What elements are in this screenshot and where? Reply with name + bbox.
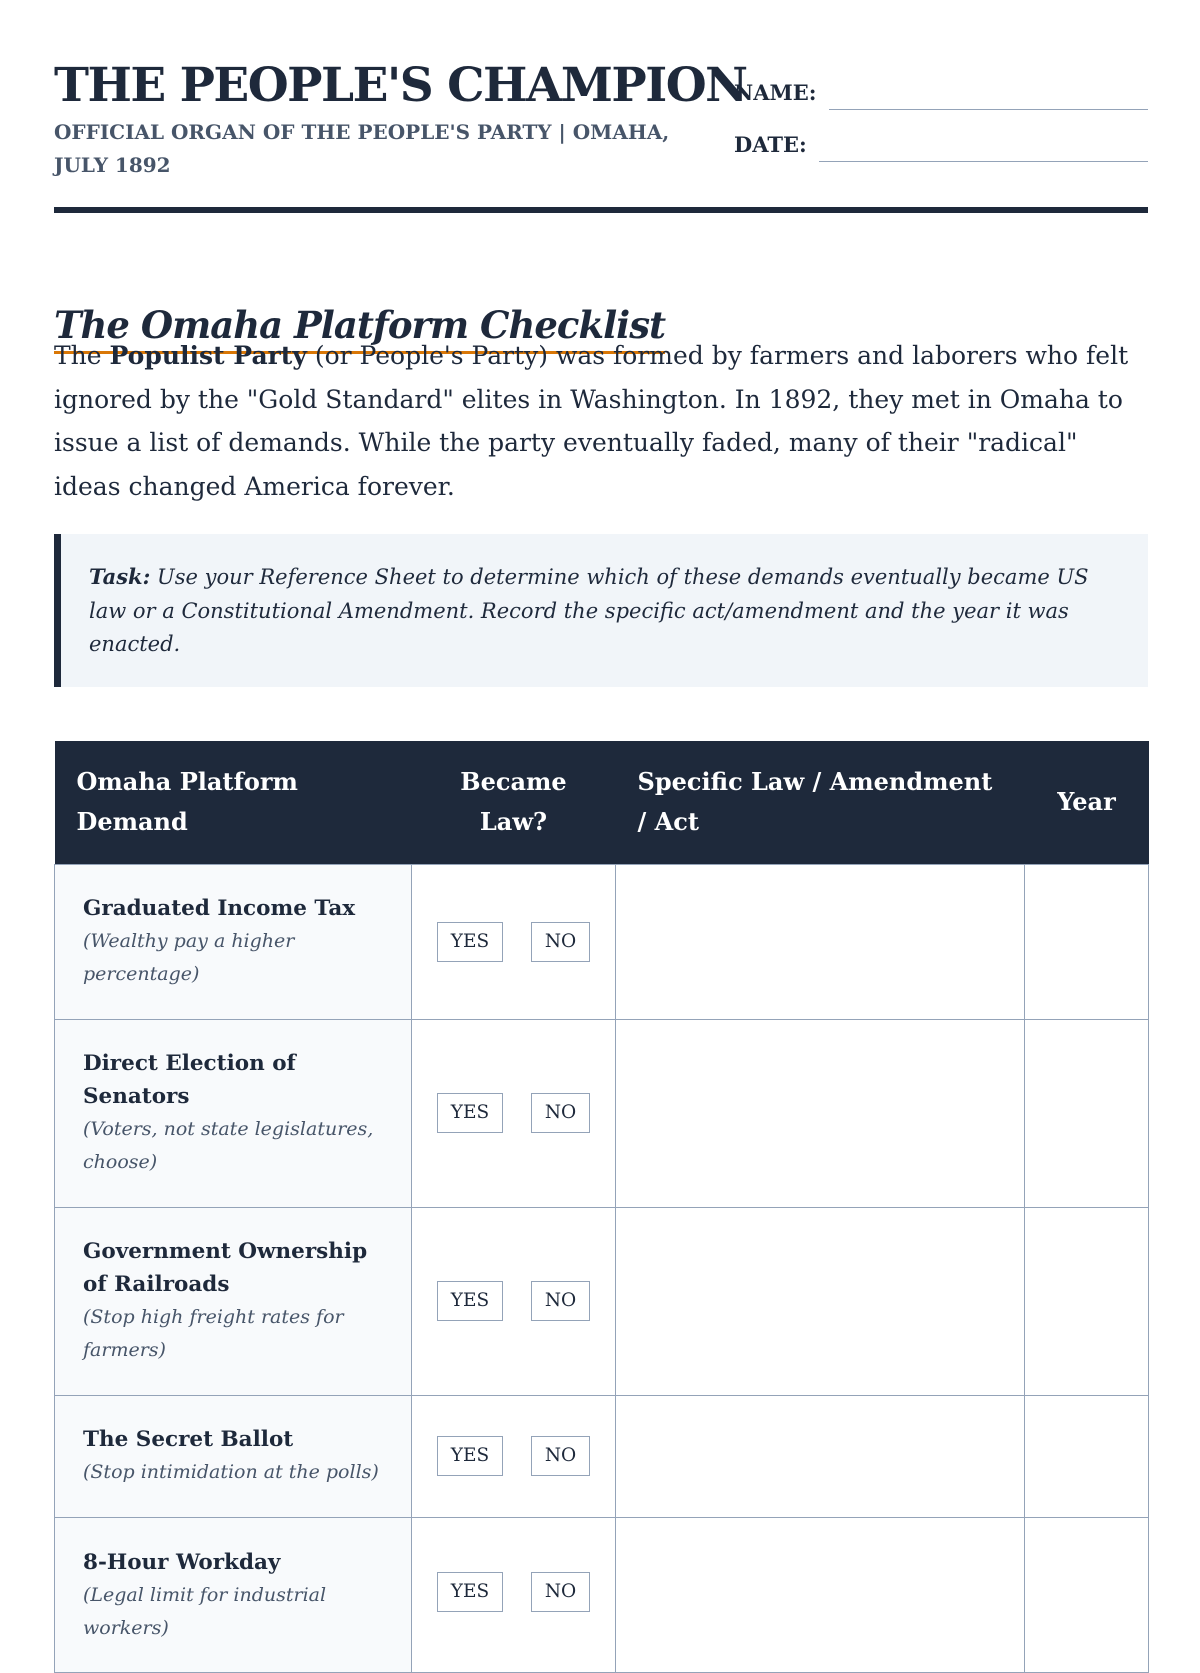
became-law-cell bbox=[412, 1019, 616, 1207]
demand-cell bbox=[55, 1517, 412, 1672]
yes-option[interactable]: YES bbox=[437, 922, 503, 962]
intro-paragraph bbox=[54, 334, 1148, 508]
date-label: DATE: bbox=[734, 132, 807, 157]
demand-note: (Legal limit for industrial workers) bbox=[83, 1583, 327, 1639]
table-row bbox=[55, 864, 1149, 1019]
name-row bbox=[734, 58, 1148, 110]
specific-law-field[interactable] bbox=[616, 1019, 1025, 1207]
table-row bbox=[55, 1395, 1149, 1517]
year-field[interactable] bbox=[1025, 1517, 1149, 1672]
yes-no-choice bbox=[413, 1572, 614, 1612]
no-option[interactable]: NO bbox=[531, 1281, 590, 1321]
specific-law-field[interactable] bbox=[616, 864, 1025, 1019]
demand-cell bbox=[55, 1019, 412, 1207]
specific-law-field[interactable] bbox=[616, 1517, 1025, 1672]
name-field[interactable] bbox=[829, 75, 1149, 110]
task-box bbox=[54, 534, 1148, 687]
demand-cell bbox=[55, 1207, 412, 1395]
header-became-law: Became Law? bbox=[412, 741, 616, 864]
name-label: NAME: bbox=[734, 80, 817, 105]
header-divider bbox=[54, 207, 1148, 213]
demand-name: The Secret Ballot bbox=[83, 1426, 294, 1452]
demand-note: (Stop high freight rates for farmers) bbox=[83, 1305, 344, 1361]
became-law-cell bbox=[412, 864, 616, 1019]
header-specific-law: Specific Law / Amendment / Act bbox=[616, 741, 1025, 864]
no-option[interactable]: NO bbox=[531, 1436, 590, 1476]
demand-cell bbox=[55, 1395, 412, 1517]
demand-cell bbox=[55, 864, 412, 1019]
intro-bold: Populist Party bbox=[109, 341, 307, 370]
header-year: Year bbox=[1025, 741, 1149, 864]
no-option[interactable]: NO bbox=[531, 1093, 590, 1133]
became-law-cell bbox=[412, 1207, 616, 1395]
year-field[interactable] bbox=[1025, 1019, 1149, 1207]
table-row bbox=[55, 1517, 1149, 1672]
yes-option[interactable]: YES bbox=[437, 1281, 503, 1321]
masthead bbox=[54, 56, 747, 182]
specific-law-field[interactable] bbox=[616, 1207, 1025, 1395]
yes-option[interactable]: YES bbox=[437, 1093, 503, 1133]
no-option[interactable]: NO bbox=[531, 922, 590, 962]
intro-start: The bbox=[54, 341, 110, 370]
demand-note: (Wealthy pay a higher percentage) bbox=[83, 929, 295, 985]
intro-rest: (or People's Party) was formed by farmers and laborers who felt ignored by the "Gold Standard" elites in Washington. In 1892, they met in Omaha to issue a list of demands. While the party eventually faded, many of their "radical" ideas changed America forever. bbox=[54, 341, 1129, 501]
newspaper-subtitle: OFFICIAL ORGAN OF THE PEOPLE'S PARTY | OMAHA, JULY 1892 bbox=[54, 120, 670, 177]
demand-name: Graduated Income Tax bbox=[83, 895, 356, 921]
task-label: Task: bbox=[89, 564, 151, 589]
table-row bbox=[55, 1019, 1149, 1207]
yes-no-choice bbox=[413, 922, 614, 962]
demand-note: (Stop intimidation at the polls) bbox=[83, 1460, 379, 1483]
demand-note: (Voters, not state legislatures, choose) bbox=[83, 1117, 374, 1173]
task-text: Use your Reference Sheet to determine which of these demands eventually became US law or a Constitutional Amendment. Record the specific act/amendment and the year it was enacted. bbox=[89, 565, 1089, 656]
date-field[interactable] bbox=[819, 127, 1148, 162]
table-row bbox=[55, 1207, 1149, 1395]
demand-name: 8-Hour Workday bbox=[83, 1549, 281, 1575]
yes-option[interactable]: YES bbox=[437, 1436, 503, 1476]
yes-no-choice bbox=[413, 1093, 614, 1133]
demand-name: Government Ownership of Railroads bbox=[83, 1238, 368, 1297]
table-header-row bbox=[55, 741, 1149, 864]
date-row bbox=[734, 110, 1148, 162]
section-title: The Omaha Platform Checklist bbox=[54, 299, 665, 354]
yes-no-choice bbox=[413, 1281, 614, 1321]
header-demand: Omaha Platform Demand bbox=[55, 741, 412, 864]
platform-table bbox=[54, 741, 1149, 1673]
year-field[interactable] bbox=[1025, 1207, 1149, 1395]
yes-no-choice bbox=[413, 1436, 614, 1476]
demand-name: Direct Election of Senators bbox=[83, 1050, 296, 1109]
specific-law-field[interactable] bbox=[616, 1395, 1025, 1517]
year-field[interactable] bbox=[1025, 864, 1149, 1019]
year-field[interactable] bbox=[1025, 1395, 1149, 1517]
yes-option[interactable]: YES bbox=[437, 1572, 503, 1612]
became-law-cell bbox=[412, 1395, 616, 1517]
no-option[interactable]: NO bbox=[531, 1572, 590, 1612]
became-law-cell bbox=[412, 1517, 616, 1672]
newspaper-title: THE PEOPLE'S CHAMPION bbox=[54, 58, 747, 113]
student-info bbox=[734, 58, 1148, 162]
